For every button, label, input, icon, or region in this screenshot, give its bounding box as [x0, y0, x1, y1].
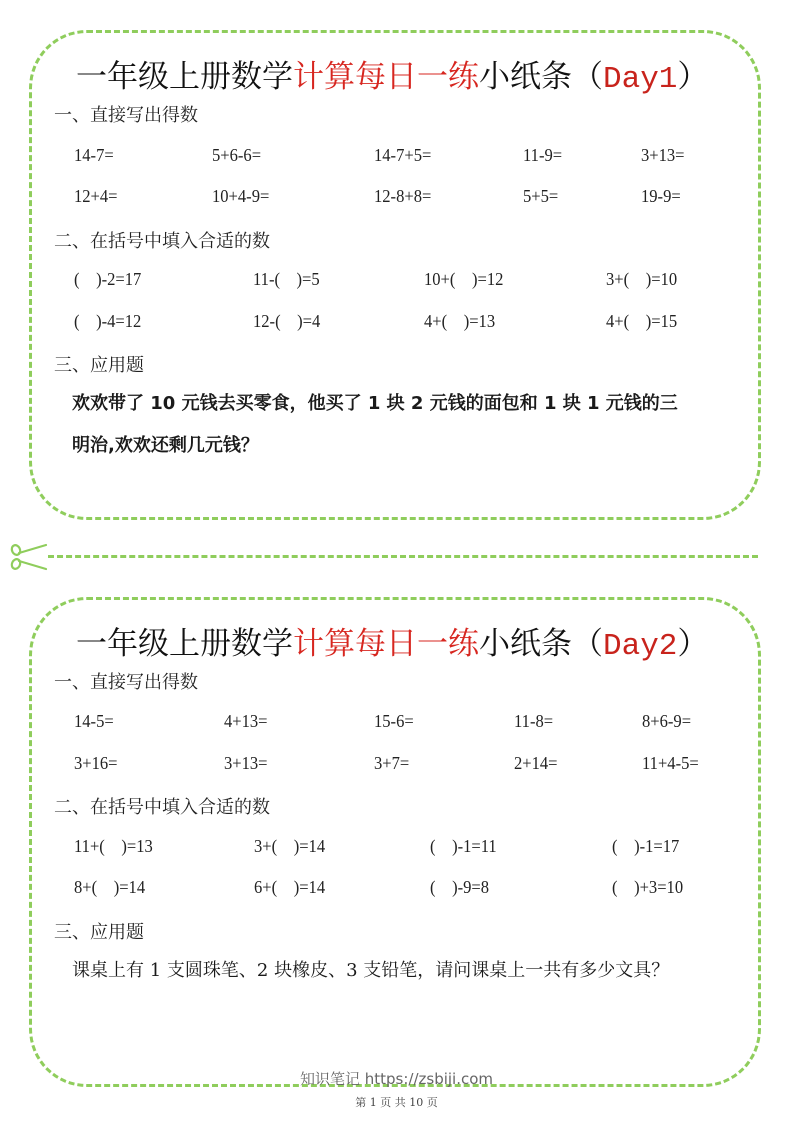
- equation: 5+6-6=: [212, 145, 262, 165]
- fill-blank-row: [32, 311, 758, 335]
- section-heading-word-problem: 三、应用题: [54, 922, 144, 943]
- cut-line-divider: [48, 555, 758, 558]
- fill-blank-equation: 10+( )=12: [424, 269, 504, 289]
- title-suffix: 小纸条（: [479, 626, 603, 662]
- title-day: Day1: [603, 62, 678, 97]
- equation: 8+6-9=: [642, 711, 692, 731]
- equation: 11+4-5=: [642, 753, 699, 773]
- equation: 14-5=: [74, 711, 114, 731]
- equation: 12-8+8=: [374, 186, 432, 206]
- fill-blank-equation: ( )-1=11: [430, 836, 497, 856]
- equation: 5+5=: [523, 186, 559, 206]
- title-prefix: 一年级上册数学: [76, 59, 293, 95]
- fill-blank-equation: 8+( )=14: [74, 877, 146, 897]
- fill-blank-row: [32, 269, 758, 293]
- fill-blank-equation: 3+( )=14: [254, 836, 326, 856]
- title-highlight: 计算每日一练: [293, 626, 479, 662]
- equation: 3+7=: [374, 753, 410, 773]
- word-problem-line: 课桌上有 1 支圆珠笔、2 块橡皮、3 支铅笔，请问课桌上一共有多少文具？: [72, 960, 670, 981]
- equation-row: [32, 145, 758, 169]
- title-suffix: 小纸条（: [479, 59, 603, 95]
- fill-blank-equation: 3+( )=10: [606, 269, 678, 289]
- equation: 14-7+5=: [374, 145, 432, 165]
- equation: 12+4=: [74, 186, 118, 206]
- fill-blank-equation: 4+( )=13: [424, 311, 496, 331]
- section-heading-fill-blank: 二、在括号中填入合适的数: [54, 797, 270, 818]
- equation: 11-8=: [514, 711, 554, 731]
- fill-blank-equation: ( )+3=10: [612, 877, 684, 897]
- section-heading-fill-blank: 二、在括号中填入合适的数: [54, 231, 270, 252]
- fill-blank-equation: ( )-1=17: [612, 836, 680, 856]
- equation: 11-9=: [523, 145, 563, 165]
- equation: 19-9=: [641, 186, 681, 206]
- watermark-text: 知识笔记 https://zsbiji.com: [299, 1070, 494, 1088]
- equation: 4+13=: [224, 711, 268, 731]
- equation: 15-6=: [374, 711, 414, 731]
- fill-blank-equation: 12-( )=4: [253, 311, 321, 331]
- equation: 3+13=: [641, 145, 685, 165]
- fill-blank-equation: ( )-9=8: [430, 877, 490, 897]
- word-problem: [72, 383, 752, 467]
- fill-blank-equation: ( )-4=12: [74, 311, 142, 331]
- word-problem-line: 欢欢带了 10 元钱去买零食，他买了 1 块 2 元钱的面包和 1 块 1 元钱的三: [72, 393, 678, 414]
- fill-blank-equation: 11-( )=5: [253, 269, 320, 289]
- title-close: ）: [677, 626, 709, 662]
- section-heading-word-problem: 三、应用题: [54, 355, 144, 376]
- card-title: [76, 618, 708, 664]
- equation: 2+14=: [514, 753, 558, 773]
- equation-row: [32, 753, 758, 777]
- practice-card-day1: [29, 30, 761, 520]
- equation: 14-7=: [74, 145, 114, 165]
- practice-card-day2: [29, 597, 761, 1087]
- fill-blank-row: [32, 877, 758, 901]
- equation: 3+13=: [224, 753, 268, 773]
- title-close: ）: [677, 59, 709, 95]
- title-day: Day2: [603, 629, 678, 664]
- page-number: 第 1 页 共 10 页: [355, 1096, 438, 1109]
- equation: 10+4-9=: [212, 186, 270, 206]
- fill-blank-equation: 11+( )=13: [74, 836, 153, 856]
- equation: 3+16=: [74, 753, 118, 773]
- card-title: [76, 51, 708, 97]
- fill-blank-equation: 6+( )=14: [254, 877, 326, 897]
- scissors-icon: [8, 543, 50, 571]
- fill-blank-equation: ( )-2=17: [74, 269, 142, 289]
- title-prefix: 一年级上册数学: [76, 626, 293, 662]
- section-heading-direct-answer: 一、直接写出得数: [54, 105, 198, 126]
- equation-row: [32, 711, 758, 735]
- title-highlight: 计算每日一练: [293, 59, 479, 95]
- word-problem-line: 明治,欢欢还剩几元钱？: [72, 435, 259, 456]
- equation-row: [32, 186, 758, 210]
- section-heading-direct-answer: 一、直接写出得数: [54, 672, 198, 693]
- fill-blank-equation: 4+( )=15: [606, 311, 678, 331]
- word-problem: [72, 950, 752, 992]
- fill-blank-row: [32, 836, 758, 860]
